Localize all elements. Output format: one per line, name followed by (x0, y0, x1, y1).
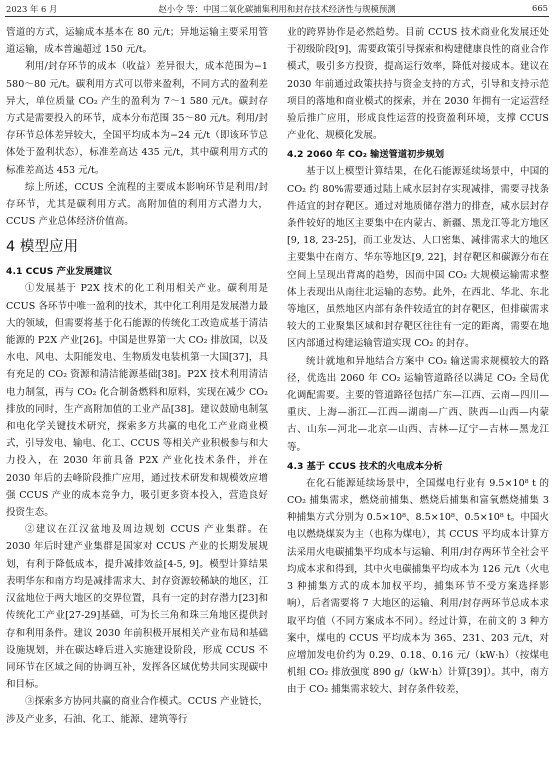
paragraph: 综上所述，CCUS 全流程的主要成本影响环节是利用/封存环节，尤其是碳利用方式。高附加值的利用方式潜力大，CCUS 产业总体经济价值高。 (6, 181, 268, 228)
paragraph: ②建议在江汉盆地及周边规划 CCUS 产业集群。在 2030 年后时建产业集群是国家对 CCUS 产业的长期发展规划，有利于降低成本，提升减排效益[4-5, 9]。模型计算结果表明华东和南方均是减排需求大、封存资源较稀缺的地区，江汉盆地位于两大地区的交界位置，具有一定的封存潜力[23]和传统化工产业[27-29]基础，可为长三角和珠三角地区提供封存和利用条件。建议 2030 年前积极开展相关产业布局和基础设施规划，并在碳达峰后进入实施建设阶段，形成 CCUS 不同环节在区域之间的协调互补，发挥各区域优势共同实现碳中和目标。 (6, 524, 268, 691)
left-column (6, 24, 268, 728)
subsection-heading: 4.3 基于 CCUS 技术的火电成本分析 (287, 460, 443, 472)
subsection-heading: 4.2 2060 年 CO₂ 输送管道初步规划 (287, 149, 445, 161)
paragraph: ③探索多方协同共赢的商业合作模式。CCUS 产业链长，涉及产业多，石油、化工、能源、建筑等行 (6, 696, 268, 725)
header-date: 2023 年 6 月 (6, 4, 58, 14)
header-rule (5, 16, 549, 17)
paragraph: 在化石能源延续场景中，全国煤电行业有 9.5×10⁸ t 的 CO₂ 捕集需求，燃烧前捕集、燃烧后捕集和富氧燃烧捕集 3 种捕集方式分别为 0.5×10⁸、8.5×10⁸、0.5×10⁸ t。中国火电以燃烧煤炭为主（也称为煤电），其 CCUS 平均成本计算方法采用火电碳捕集平均成本与运输、利用/封存两环节全社会平均成本求和得到，其中火电碳捕集平均成本为 126 元/t（火电 3 种捕集方式的成本加权平均，捕集环节不受方案选择影响），后者需要将 7 大地区的运输、利用/封存两环节总成本求取平均值（不同方案成本不同）。经过计算，在前文的 3 种方案中，煤电的 CCUS 平均成本为 365、231、203 元/t，对应增加发电价约为 0.29、0.18、0.16 元/（kW·h）（按煤电机组 CO₂ 排放强度 890 g/（kW·h）计算[39]）。其中，南方由于 CO₂ 捕集需求较大、封存条件较差， (287, 477, 549, 696)
subsection-heading: 4.1 CCUS 产业发展建议 (6, 266, 113, 278)
paragraph: 管道的方式，运输成本基本在 80 元/t；异地运输主要采用管道运输，成本普遍超过 150 元/t。 (6, 27, 268, 56)
right-column (287, 24, 549, 699)
paragraph: ①发展基于 P2X 技术的化工利用相关产业。碳利用是 CCUS 各环节中唯一盈利的技术，其中化工利用是发展潜力最大的领域，但需要将基于化石能源的传统化工改造成基于清洁能源的 P2X 产业[26]。中国是世界第一大 CO₂ 排放国，以及水电、风电、太阳能发电、生物质发电装机第一大国[37]，具有充足的 CO₂ 资源和清洁能源基础[38]。P2X 技术利用清洁电力制氢，再与 CO₂ 化合制备燃料和原料，实现在减少 CO₂ 排放的同时，生产高附加值的工业产品[38]。建议鼓励电制氢和电化学关键技术研究，探索多方共赢的电化工产业商业模式，引导发电、输电、化工、CCUS 等相关产业积极参与和大力投入，在 2030 年前具备 P2X 产业化技术条件，并在 2030 年后的去峰阶段推广应用，通过技术研发和规模效应增强 CCUS 产业的成本竞争力，吸引更多资本投入，营造良好投资生态。 (6, 283, 268, 519)
page-number: 665 (532, 3, 548, 13)
paragraph: 基于以上模型计算结果，在化石能源延续场景中，中国的 CO₂ 约 80%需要通过陆上咸水层封存实现减排，需要寻找条件适宜的封存靶区。通过对地质储存潜力的排查，咸水层封存条件较好的地区主要集中在内蒙古、新疆、黑龙江等北方地区[9, 18, 23-25]，而工业发达、人口密集、减排需求大的地区主要集中在南方、华东等地区[9, 22]，封存靶区和碳源分布在空间上呈现出背离的趋势，因而中国 CO₂ 大规模运输需求整体上表现出从南往北运输的态势。此外，在西北、华北、东北等地区，虽然地区内部有条件较适宜的封存靶区，但排碳需求较大的工业聚集区域和封存靶区往往有一定的距离，需要在地区内部通过构建运输管道实现 CO₂ 的封存。 (287, 166, 549, 350)
running-header (6, 3, 548, 17)
paragraph: 业的跨界协作是必然趋势。目前 CCUS 技术商业化发展还处于初级阶段[9]，需要政策引导探索和构建健康良性的商业合作模式，吸引多方投资，提高运行效率，降低对接成本。建议在 2030 年前通过政策扶持与资金支持的方式，引导和支持示范项目的落地和商业模式的探索，并在 2030 年拥有一定运营经验后推广应用，形成良性运营的投资盈利环境，支撑 CCUS 产业化、规模化发展。 (287, 27, 549, 142)
paragraph: 统计就地和异地结合方案中 CO₂ 输送需求规模较大的路径，优选出 2060 年 CO₂ 运输管道路径以满足 CO₂ 全局优化调配需要。主要的管道路径包括广东—江西、云南—四川—重庆、上海—浙江—江西—湖南—广西、陕西—山西—内蒙古、山东—河北—北京—山西、吉林—辽宁—吉林—黑龙江等。 (287, 355, 549, 453)
header-title: 赵小令 等：中国二氧化碳捕集利用和封存技术经济性与规模预测 (158, 4, 396, 14)
section-heading: 4 模型应用 (6, 239, 79, 256)
paragraph: 利用/封存环节的成本（收益）差异很大，成本范围为−1 580～80 元/t。碳利用方式可以带来盈利，不同方式的盈利差异大，单位质量 CO₂ 产生的盈利为 7～1 580 元/t。碳封存方式是需要投入的环节，成本分布范围 35～80 元/t。利用/封存环节总体差异较大，全国平均成本为−24 元/t（即该环节总体处于盈利状态），标准差高达 435 元/t，其中碳利用方式的标准差高达 453 元/t。 (6, 61, 268, 176)
